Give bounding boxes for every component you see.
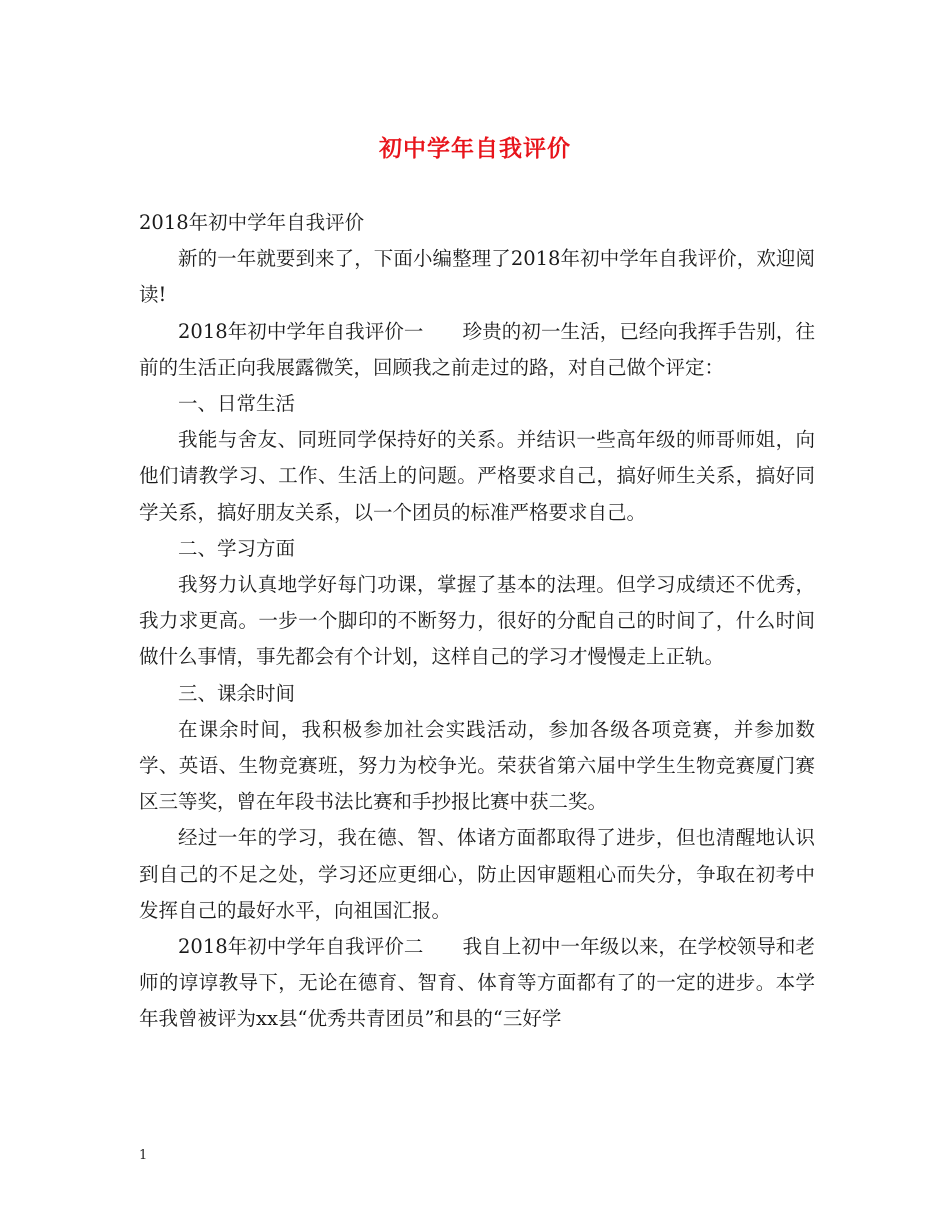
- essay-one-intro-paragraph: 2018年初中学年自我评价一 珍贵的初一生活，已经向我挥手告别，往前的生活正向我展露微笑，回顾我之前走过的路，对自己做个评定：: [139, 319, 815, 379]
- section-heading-spare-time: 三、课余时间: [178, 681, 296, 705]
- document-title: 初中学年自我评价: [379, 135, 571, 162]
- daily-life-paragraph: 我能与舍友、同班同学保持好的关系。并结识一些高年级的师哥师姐，向他们请教学习、工作、生活上的问题。严格要求自己，搞好师生关系，搞好同学关系，搞好朋友关系，以一个团员的标准严格要求自己。: [139, 428, 815, 524]
- section-heading-daily-life: 一、日常生活: [178, 392, 296, 416]
- document-body: [139, 205, 815, 1038]
- subtitle-paragraph: 2018年初中学年自我评价: [139, 211, 365, 234]
- essay-two-paragraph: 2018年初中学年自我评价二 我自上初中一年级以来，在学校领导和老师的谆谆教导下，无论在德育、智育、体育等方面都有了的一定的进步。本学年我曾被评为xx县“优秀共青团员”和县的“三好学: [139, 935, 815, 1031]
- study-paragraph: 我努力认真地学好每门功课，掌握了基本的法理。但学习成绩还不优秀，我力求更高。一步一个脚印的不断努力，很好的分配自己的时间了，什么时间做什么事情，事先都会有个计划，这样自己的学习才慢慢走上正轨。: [139, 573, 815, 669]
- page-number: 1: [139, 1148, 148, 1163]
- section-heading-study: 二、学习方面: [178, 536, 296, 560]
- summary-paragraph: 经过一年的学习，我在德、智、体诸方面都取得了进步，但也清醒地认识到自己的不足之处，学习还应更细心，防止因审题粗心而失分，争取在初考中发挥自己的最好水平，向祖国汇报。: [139, 826, 815, 922]
- spare-time-paragraph: 在课余时间，我积极参加社会实践活动，参加各级各项竞赛，并参加数学、英语、生物竞赛班，努力为校争光。荣获省第六届中学生生物竞赛厦门赛区三等奖，曾在年段书法比赛和手抄报比赛中获二奖。: [139, 717, 815, 814]
- intro-paragraph: 新的一年就要到来了，下面小编整理了2018年初中学年自我评价，欢迎阅读!: [139, 247, 815, 307]
